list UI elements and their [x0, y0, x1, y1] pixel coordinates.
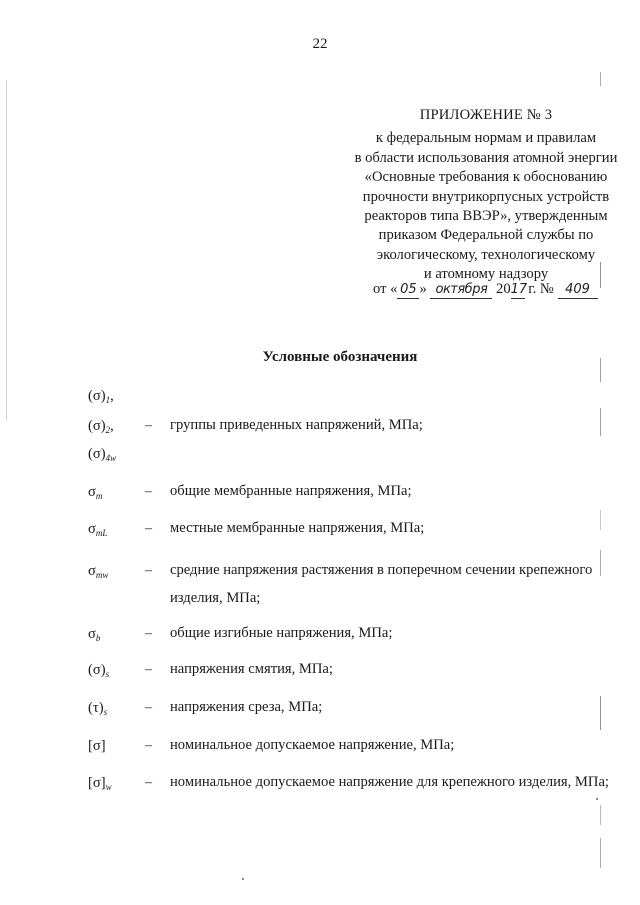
appendix-line: экологическому, технологическому: [376, 246, 596, 263]
dash: –: [145, 700, 152, 715]
scan-edge-line: [6, 80, 7, 420]
scan-edge-mark: [600, 408, 601, 436]
symbol: $[\sigma]_w$: [88, 775, 112, 792]
symbol: $(\tau)_s$: [88, 700, 108, 717]
symbol: $(\sigma)_1$,: [88, 388, 114, 405]
scan-edge-mark: [600, 696, 601, 730]
symbol-description: местные мембранные напряжения, МПа;: [170, 520, 425, 536]
symbol: $\sigma_b$: [88, 626, 101, 643]
scan-speck: [596, 798, 598, 800]
scan-edge-mark: [600, 838, 601, 868]
handwritten-month: октября: [430, 282, 492, 299]
symbol-description: напряжения среза, МПа;: [170, 699, 323, 715]
appendix-line: прочности внутрикорпусных устройств: [362, 188, 610, 205]
appendix-line: к федеральным нормам и правилам: [375, 130, 597, 147]
handwritten-order-number: 409: [558, 282, 598, 299]
symbol-description: общие мембранные напряжения, МПа;: [170, 483, 412, 499]
date-quote-close: »: [419, 281, 427, 297]
scan-edge-mark: [600, 550, 601, 576]
symbol: $(\sigma)_2$,: [88, 418, 114, 435]
dash: –: [145, 775, 152, 790]
dash: –: [145, 662, 152, 677]
order-date-line: [373, 281, 598, 299]
symbol: $(\sigma)_s$: [88, 662, 110, 679]
symbol-description: группы приведенных напряжений, МПа;: [170, 417, 423, 433]
dash: –: [145, 521, 152, 536]
section-title: Условные обозначения: [262, 349, 418, 365]
symbol-description: средние напряжения растяжения в поперечном сечении крепежного изделия, МПа;: [170, 562, 593, 606]
dash: –: [145, 626, 152, 641]
scan-edge-mark: [600, 510, 601, 530]
handwritten-year: 17: [510, 282, 528, 297]
year-prefix: 20: [496, 281, 511, 297]
scan-edge-mark: [600, 262, 601, 288]
symbol-description: номинальное допускаемое напряжение, МПа;: [170, 737, 455, 753]
appendix-line: приказом Федеральной службы по: [378, 227, 594, 244]
appendix-line: реакторов типа ВВЭР», утвержденным: [364, 208, 608, 225]
symbol-description: номинальное допускаемое напряжение для крепежного изделия, МПа;: [170, 774, 609, 790]
scan-edge-mark: [600, 358, 601, 382]
symbol: $\sigma_m$: [88, 484, 103, 501]
year-unit: г. №: [528, 281, 554, 297]
handwritten-day: 05: [397, 282, 419, 299]
symbol: $\sigma_{mw}$: [88, 563, 109, 580]
dash: –: [145, 418, 152, 433]
scan-edge-mark: [600, 72, 601, 86]
appendix-heading: ПРИЛОЖЕНИЕ № 3: [419, 107, 553, 123]
dash: –: [145, 484, 152, 499]
appendix-block: [345, 106, 627, 285]
appendix-line: «Основные требования к обоснованию: [364, 169, 608, 186]
scan-speck: [242, 878, 244, 880]
appendix-line: в области использования атомной энергии: [354, 149, 618, 166]
symbol-description: общие изгибные напряжения, МПа;: [170, 625, 393, 641]
date-prefix: от «: [373, 281, 398, 297]
symbol: [σ]: [88, 738, 106, 754]
page-number: 22: [312, 36, 328, 52]
scan-edge-mark: [600, 805, 601, 825]
appendix-line: и атомному надзору: [423, 266, 549, 283]
dash: –: [145, 563, 152, 578]
symbol: $\sigma_{mL}$: [88, 521, 108, 538]
symbol: $(\sigma)_{4w}$: [88, 446, 117, 463]
symbol-description: напряжения смятия, МПа;: [170, 661, 333, 677]
dash: –: [145, 738, 152, 753]
